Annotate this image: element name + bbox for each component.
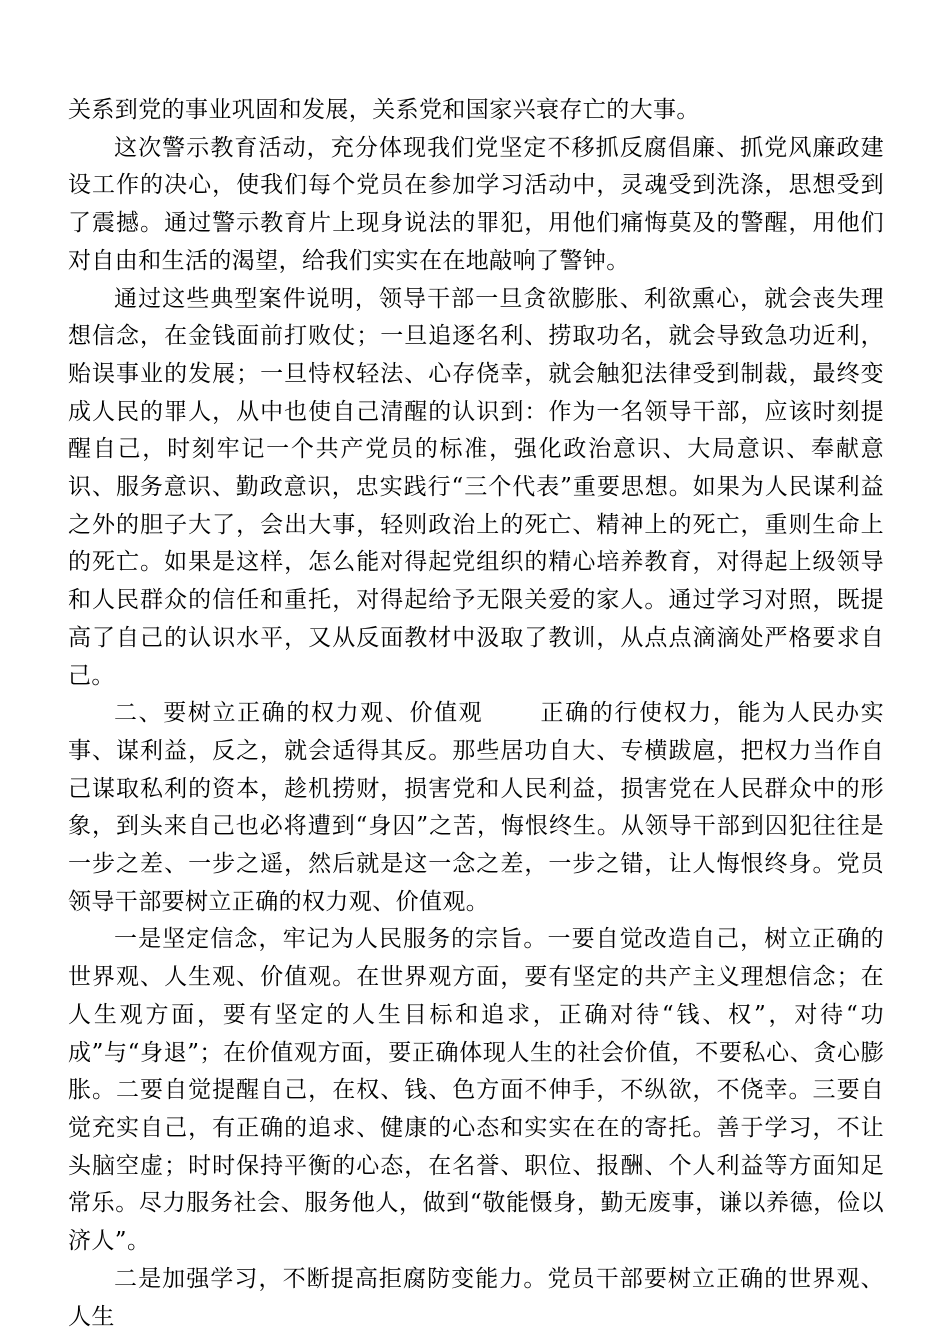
paragraph-1: 关系到党的事业巩固和发展，关系党和国家兴衰存亡的大事。	[68, 97, 700, 123]
paragraph-5: 一是坚定信念，牢记为人民服务的宗旨。一要自觉改造自己，树立正确的世界观、人生观、价值观。在世界观方面，要有坚定的共产主义理想信念；在人生观方面，要有坚定的人生目标和追求，正确对待“钱、权”，对待“功成”与“身退”；在价值观方面，要正确体现人生的社会价值，不要私心、贪心膨胀。二要自觉提醒自己，在权、钱、色方面不伸手，不纵欲，不侥幸。三要自觉充实自己，有正确的追求、健康的心态和实实在在的寄托。善于学习，不让头脑空虚；时时保持平衡的心态，在名誉、职位、报酬、个人利益等方面知足常乐。尽力服务社会、服务他人，做到“敬能慑身，勤无废事，谦以养德，俭以济人”。	[68, 926, 884, 1255]
document-page	[68, 92, 884, 1336]
section-heading: 二、要树立正确的权力观、价值观	[114, 700, 484, 727]
paragraph-2: 这次警示教育活动，充分体现我们党坚定不移抓反腐倡廉、抓党风廉政建设工作的决心，使我们每个党员在参加学习活动中，灵魂受到洗涤，思想受到了震撼。通过警示教育片上现身说法的罪犯，用他们痛悔莫及的警醒，用他们对自由和生活的渴望，给我们实实在在地敲响了警钟。	[68, 134, 884, 274]
paragraph-4-body: 正确的行使权力，能为人民办实事、谋利益，反之，就会适得其反。那些居功自大、专横跋扈，把权力当作自己谋取私利的资本，趁机捞财，损害党和人民利益，损害党在人民群众中的形象，到头来自己也必将遭到“身囚”之苦，悔恨终生。从领导干部到囚犯往往是一步之差、一步之遥，然后就是这一念之差，一步之错，让人悔恨终身。党员领导干部要树立正确的权力观、价值观。	[68, 700, 884, 915]
paragraph-6: 二是加强学习，不断提高拒腐防变能力。党员干部要树立正确的世界观、人生	[68, 1265, 884, 1330]
paragraph-3: 通过这些典型案件说明，领导干部一旦贪欲膨胀、利欲熏心，就会丧失理想信念，在金钱面前打败仗；一旦追逐名利、捞取功名，就会导致急功近利，贻误事业的发展；一旦恃权轻法、心存侥幸，就会触犯法律受到制裁，最终变成人民的罪人，从中也使自己清醒的认识到：作为一名领导干部，应该时刻提醒自己，时刻牢记一个共产党员的标准，强化政治意识、大局意识、奉献意识、服务意识、勤政意识，忠实践行“三个代表”重要思想。如果为人民谋利益之外的胆子大了，会出大事，轻则政治上的死亡、精神上的死亡，重则生命上的死亡。如果是这样，怎么能对得起党组织的精心培养教育，对得起上级领导和人民群众的信任和重托，对得起给予无限关爱的家人。通过学习对照，既提高了自己的认识水平，又从反面教材中汲取了教训，从点点滴滴处严格要求自己。	[68, 285, 884, 689]
paragraph-4	[68, 695, 884, 921]
